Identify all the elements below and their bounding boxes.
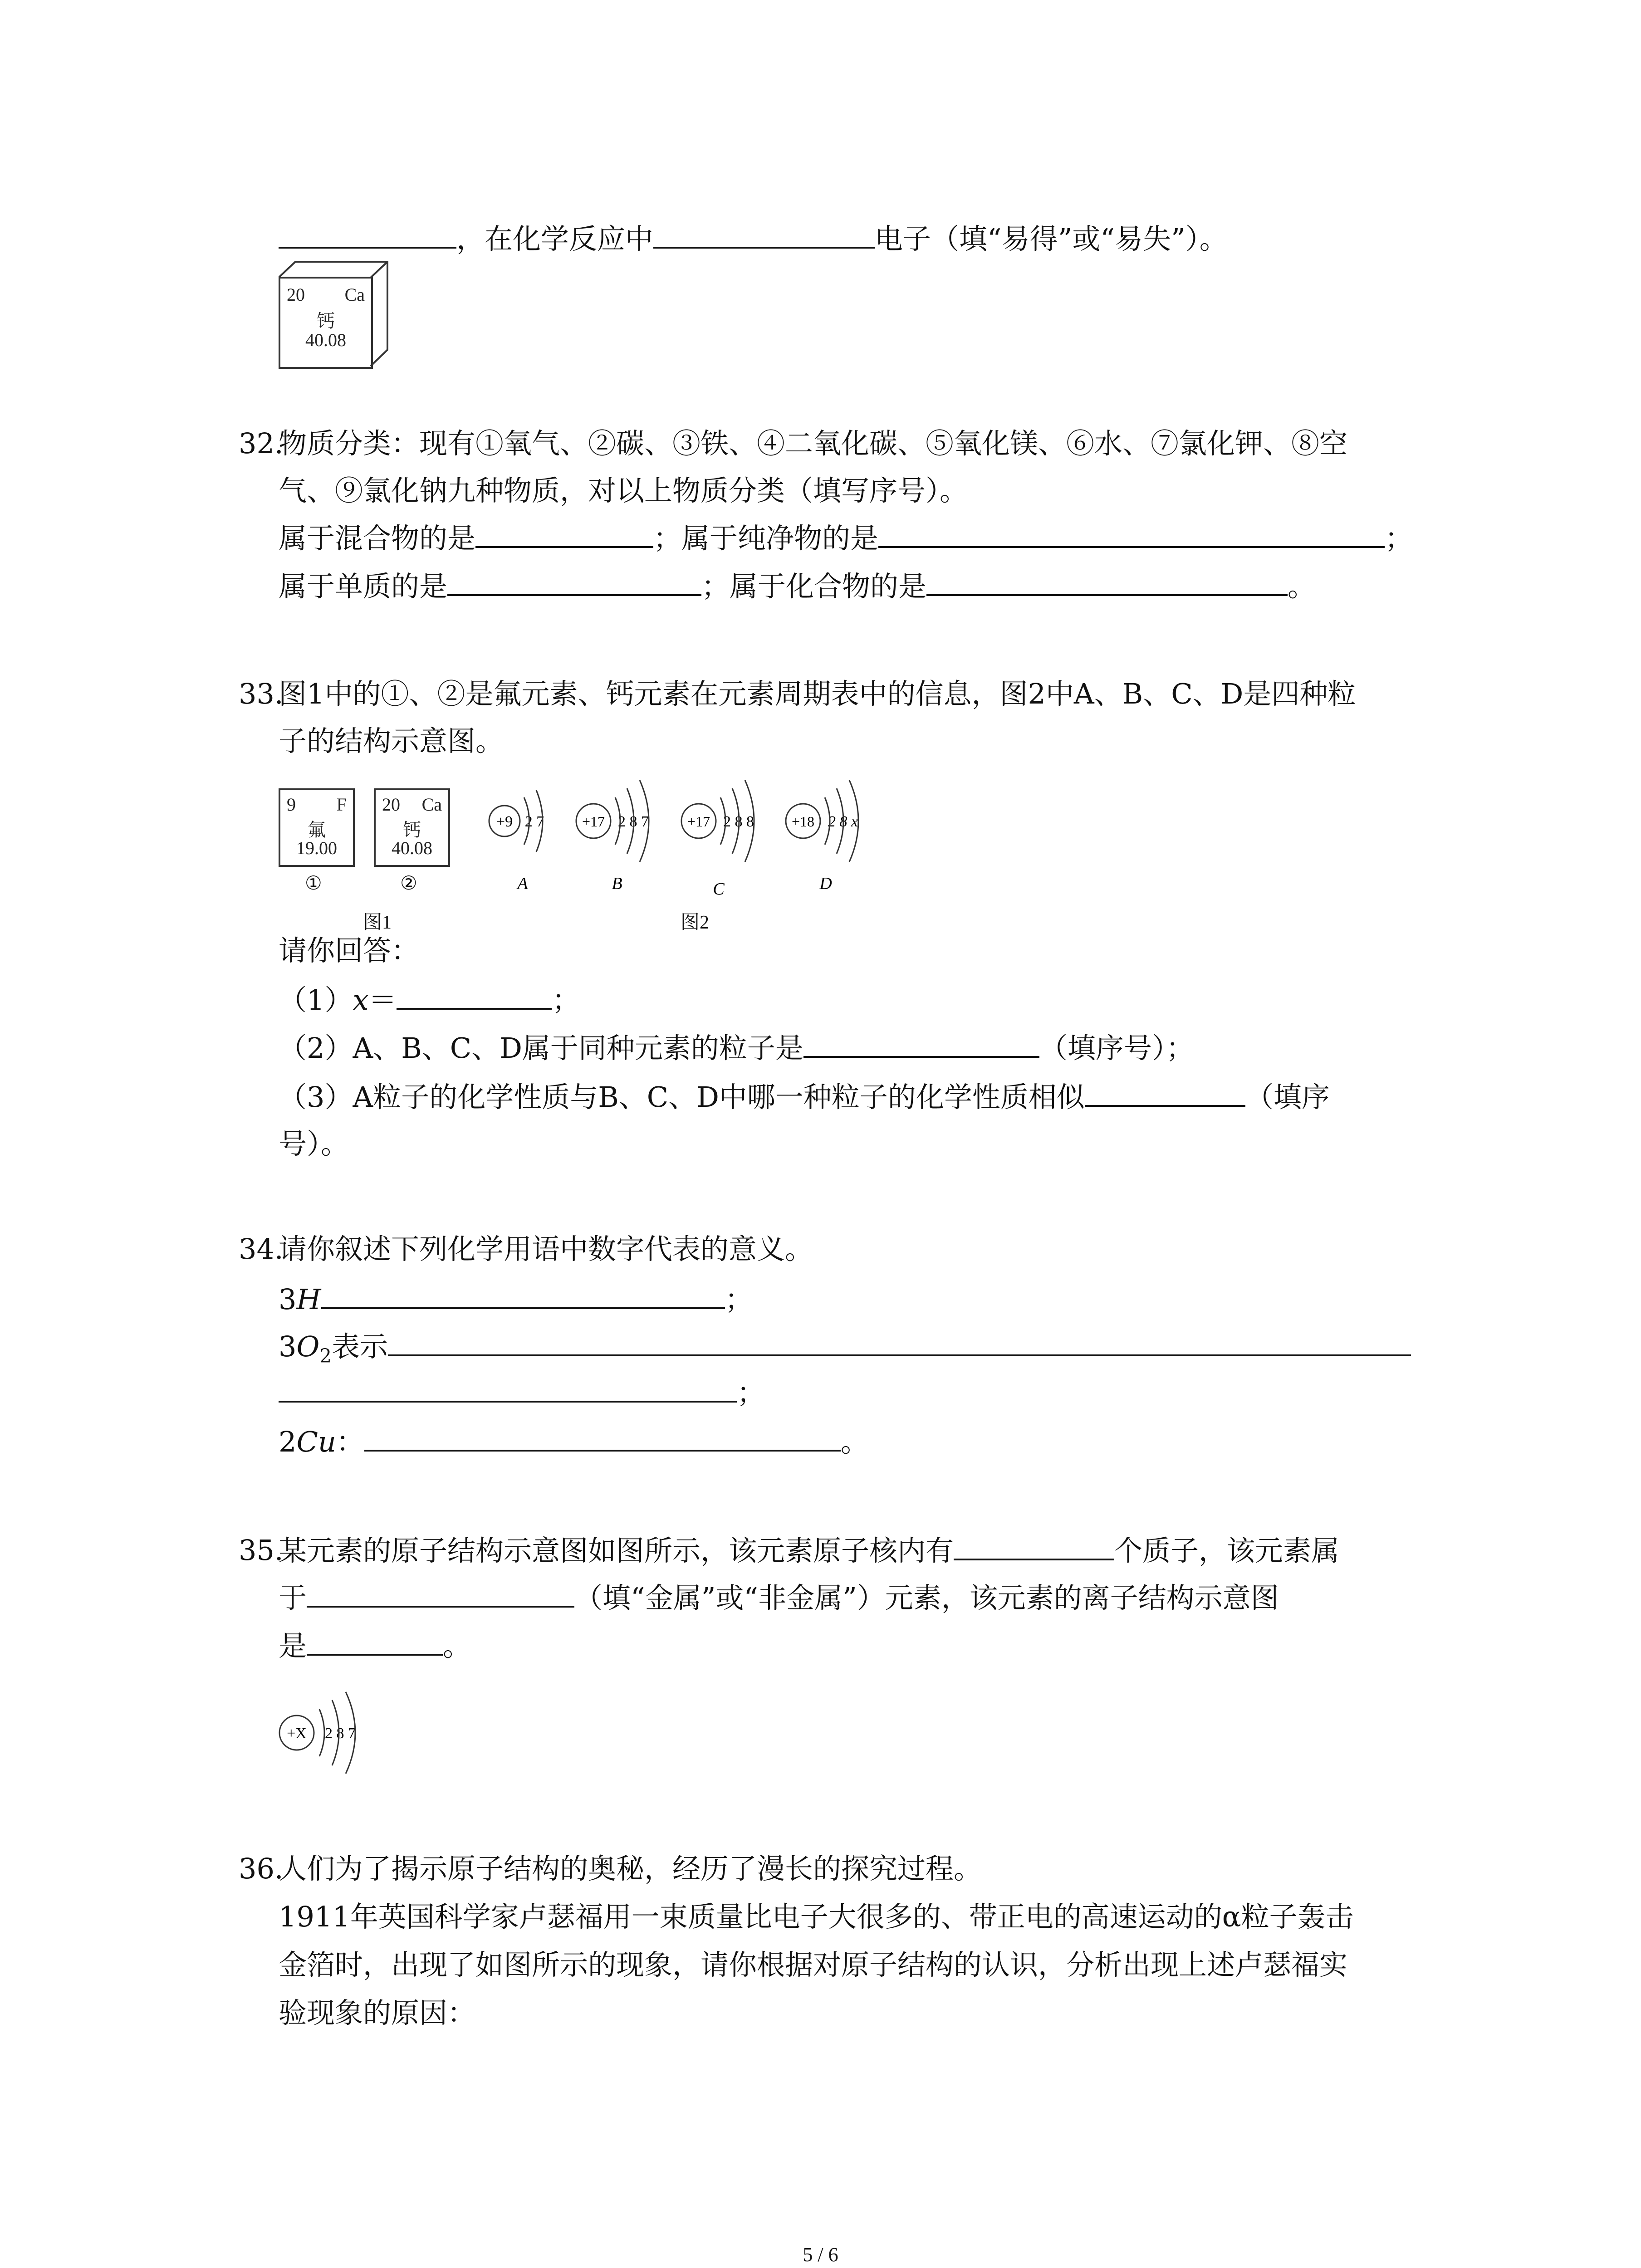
q33-atom-b-nucleus: +17 xyxy=(582,813,605,830)
q34-2cu-symbol: Cu xyxy=(296,1425,336,1458)
q33-atom-a-label: A xyxy=(517,874,528,893)
q32-compound-blank[interactable] xyxy=(926,568,1288,596)
q34-3o2-coefficient: 3 xyxy=(279,1330,297,1363)
q33-mark-2: ② xyxy=(400,873,417,894)
q31-ca-number: 20 xyxy=(287,284,305,305)
q34-3h-blank[interactable] xyxy=(321,1281,725,1309)
q31-cube-edges xyxy=(279,261,397,370)
q33-line-1: 图1中的①、②是氟元素、钙元素在元素周期表中的信息，图2中A、B、C、D是四种粒 xyxy=(279,677,1356,710)
q35-line-3-end: 。 xyxy=(443,1629,471,1662)
q33-ca-element-box xyxy=(374,788,450,867)
q35-line-1 xyxy=(279,1532,1339,1569)
q33-ca-name: 钙 xyxy=(403,820,421,840)
q33-sub-2-end: （填序号）； xyxy=(1039,1031,1194,1065)
q35-ion-blank[interactable] xyxy=(307,1628,443,1656)
q35-metal-blank[interactable] xyxy=(307,1579,574,1608)
q33-atom-d-nucleus: +18 xyxy=(791,813,815,830)
q34-2cu-coefficient: 2 xyxy=(279,1425,297,1458)
q34-3h-coefficient: 3 xyxy=(279,1283,297,1316)
q33-sub-1 xyxy=(279,982,580,1018)
q32-pure-label: 属于纯净物的是 xyxy=(681,522,879,555)
q33-line-2: 子的结构示意图。 xyxy=(279,724,504,758)
q33-sub-3 xyxy=(279,1079,1330,1115)
q36-number: 36. xyxy=(239,1852,284,1885)
q33-number: 33. xyxy=(239,677,284,710)
q32-line-2: 气、⑨氯化钠九种物质，对以上物质分类（填写序号）。 xyxy=(279,474,968,507)
q34-3o2-end: ； xyxy=(737,1376,765,1409)
q34-2cu-colon: ： xyxy=(336,1425,364,1458)
q33-atom-a-shells: 2 7 xyxy=(524,813,544,830)
q33-sub-3-line-2: 号）。 xyxy=(279,1127,349,1160)
q35-line-2 xyxy=(279,1579,1279,1616)
q32-element-label: 属于单质的是 xyxy=(279,570,448,603)
q33-ca-number: 20 xyxy=(382,794,400,815)
q33-atom-b-label: B xyxy=(612,874,622,893)
q33-f-mass: 19.00 xyxy=(296,838,337,858)
q35-line-2-tail: （填“金属”或“非金属”）元素，该元素的离子结构示意图 xyxy=(574,1581,1279,1614)
q34-number: 34. xyxy=(239,1232,284,1266)
q32-semicolon: ； xyxy=(701,570,730,603)
q33-sub-1-label: （1） xyxy=(279,983,353,1017)
q32-compound-label: 属于化合物的是 xyxy=(730,570,927,603)
q36-line-3: 金箔时，出现了如图所示的现象，请你根据对原子结构的认识，分析出现上述卢瑟福实 xyxy=(279,1948,1348,1981)
q33-sub-2-blank[interactable] xyxy=(803,1030,1039,1058)
q31-blank-1[interactable] xyxy=(279,220,456,249)
q34-3o2-blank-1[interactable] xyxy=(388,1328,1411,1356)
page-number: 5 / 6 xyxy=(803,2244,838,2266)
q36-line-4: 验现象的原因： xyxy=(279,1996,476,2029)
q33-prompt: 请你回答： xyxy=(279,934,420,967)
q34-item-3o2 xyxy=(279,1328,1411,1374)
q35-line-1-text: 某元素的原子结构示意图如图所示，该元素原子核内有 xyxy=(279,1534,954,1567)
q31-ca-name: 钙 xyxy=(317,311,335,331)
q34-3o2-label: 表示 xyxy=(332,1330,388,1363)
q33-f-number: 9 xyxy=(287,794,296,815)
q33-sub-2 xyxy=(279,1030,1194,1066)
q34-2cu-end: 。 xyxy=(840,1425,869,1458)
q33-atom-structure-diagrams xyxy=(481,753,889,903)
q35-atom-shells: 2 8 7 xyxy=(325,1725,356,1742)
q34-3h-end: ； xyxy=(725,1283,753,1316)
q31-ca-symbol: Ca xyxy=(344,284,365,305)
q32-line-1: 物质分类：现有①氧气、②碳、③铁、④二氧化碳、⑤氧化镁、⑥水、⑦氯化钾、⑧空 xyxy=(279,427,1348,460)
q34-item-3o2-line-2 xyxy=(279,1374,765,1411)
q33-f-element-box xyxy=(279,788,355,867)
q33-atom-c-shells: 2 8 8 xyxy=(723,813,754,830)
q35-line-2-start: 于 xyxy=(279,1581,307,1614)
q33-sub-3-text: （3）A粒子的化学性质与B、C、D中哪一种粒子的化学性质相似 xyxy=(279,1080,1085,1114)
q32-mix-label: 属于混合物的是 xyxy=(279,522,476,555)
q31-line xyxy=(279,220,1228,257)
q35-atom-structure-diagram xyxy=(272,1674,390,1792)
q34-3o2-symbol: O xyxy=(296,1330,320,1363)
q34-item-2cu xyxy=(279,1423,869,1460)
q32-pure-blank[interactable] xyxy=(878,520,1385,548)
q33-ca-symbol: Ca xyxy=(421,794,442,815)
q33-f-symbol: F xyxy=(336,794,347,815)
q33-atom-b xyxy=(576,780,649,893)
q33-atom-d-label: D xyxy=(819,874,832,893)
q31-text: ，在化学反应中 xyxy=(456,222,654,255)
q32-element-blank[interactable] xyxy=(447,568,701,596)
q35-line-1-tail: 个质子，该元素属 xyxy=(1114,1534,1340,1567)
q32-period: 。 xyxy=(1288,570,1316,603)
q32-semicolon: ； xyxy=(653,522,682,555)
q33-fig2-caption: 图2 xyxy=(681,912,710,933)
q31-ca-mass: 40.08 xyxy=(305,330,346,350)
q32-number: 32. xyxy=(239,427,284,460)
q33-sub-2-text: （2）A、B、C、D属于同种元素的粒子是 xyxy=(279,1031,803,1065)
q32-mix-blank[interactable] xyxy=(475,520,653,548)
q33-atom-c-nucleus: +17 xyxy=(687,813,710,830)
q33-mark-1: ① xyxy=(305,873,322,894)
q34-2cu-blank[interactable] xyxy=(364,1423,841,1452)
q34-3o2-blank-2[interactable] xyxy=(279,1374,737,1403)
q32-semicolon: ； xyxy=(1385,522,1413,555)
q33-atom-a xyxy=(489,790,544,893)
q35-atom-nucleus: +X xyxy=(287,1725,307,1742)
q35-line-3-start: 是 xyxy=(279,1629,307,1662)
q32-line-3 xyxy=(279,520,1413,557)
q33-sub-3-blank[interactable] xyxy=(1085,1079,1245,1107)
q33-ca-mass: 40.08 xyxy=(392,838,432,858)
q32-line-4 xyxy=(279,568,1316,605)
q33-sub-3-end: （填序 xyxy=(1245,1080,1330,1114)
q33-atom-c-label: C xyxy=(713,880,725,899)
q33-atom-d-shells: 2 8 x xyxy=(828,813,858,830)
q33-atom-a-nucleus: +9 xyxy=(496,813,513,830)
q33-fig1-caption: 图1 xyxy=(363,912,392,933)
q36-line-1: 人们为了揭示原子结构的奥秘，经历了漫长的探究过程。 xyxy=(279,1852,982,1885)
q33-sub-1-end: ； xyxy=(552,983,580,1017)
q33-sub-1-x: x xyxy=(353,983,369,1017)
q33-atom-b-shells: 2 8 7 xyxy=(618,813,649,830)
q34-3o2-subscript: 2 xyxy=(319,1344,332,1367)
q34-line-1: 请你叙述下列化学用语中数字代表的意义。 xyxy=(279,1232,813,1266)
q35-number: 35. xyxy=(239,1534,284,1567)
q34-3h-symbol: H xyxy=(296,1283,321,1316)
q36-line-2: 1911年英国科学家卢瑟福用一束质量比电子大很多的、带正电的高速运动的α粒子轰击 xyxy=(279,1900,1354,1933)
q35-protons-blank[interactable] xyxy=(954,1532,1114,1560)
q33-atom-d xyxy=(786,780,858,893)
q31-blank-2[interactable] xyxy=(653,220,875,249)
q34-item-3h xyxy=(279,1281,753,1318)
q35-line-3 xyxy=(279,1628,471,1664)
q33-atom-c xyxy=(681,780,754,899)
q33-f-name: 氟 xyxy=(308,820,326,840)
q31-tail: 电子（填“易得”或“易失”）。 xyxy=(875,222,1228,255)
q33-sub-1-equals: ＝ xyxy=(368,983,397,1017)
q33-sub-1-blank[interactable] xyxy=(397,982,552,1010)
